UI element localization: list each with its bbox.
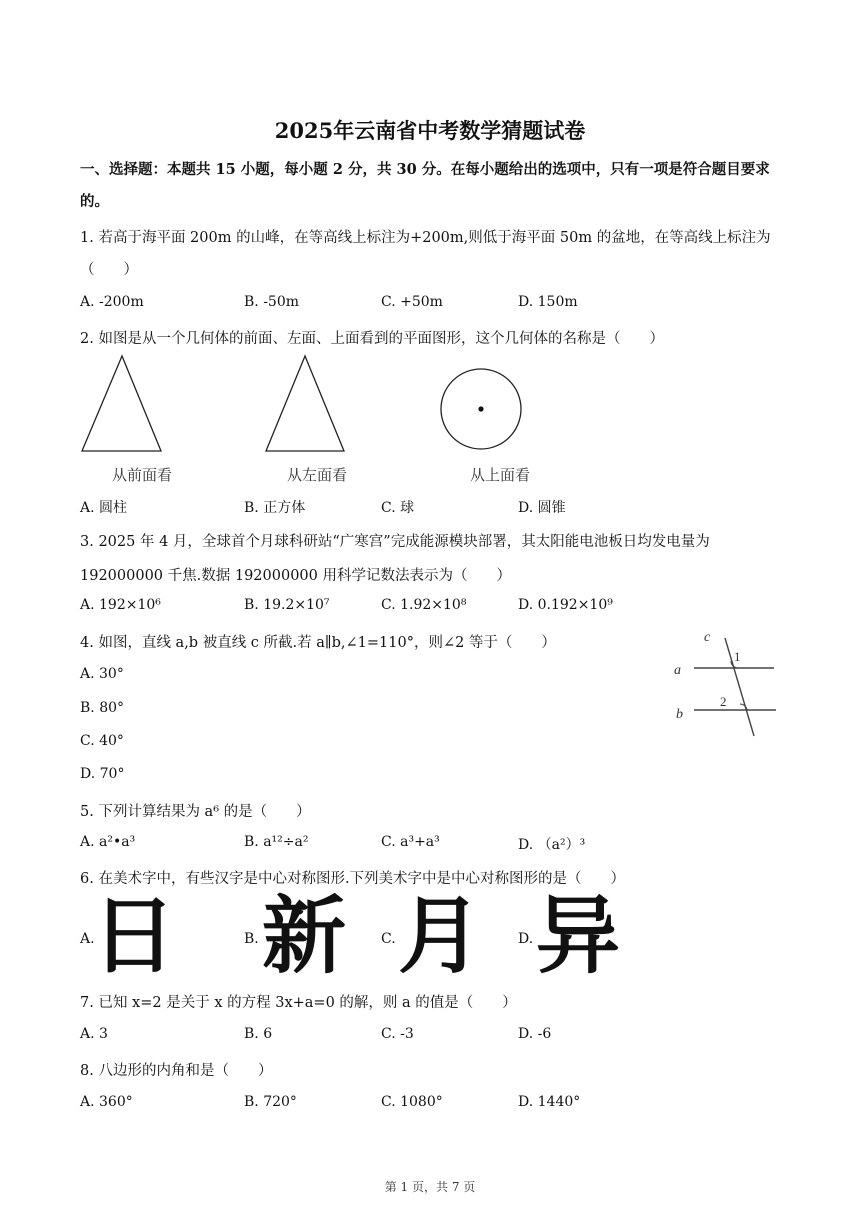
caption-top-view: 从上面看 [470, 466, 531, 484]
question-1-line2: （ ） [80, 262, 138, 278]
question-5-text: 5. 下列计算结果为 a⁶ 的是（ ） [80, 804, 311, 820]
q6-option-b: B. [244, 931, 259, 947]
caption-left-view: 从左面看 [287, 466, 348, 484]
label-angle-2: 2 [720, 694, 727, 709]
label-angle-1: 1 [734, 649, 741, 664]
left-view-triangle [262, 352, 352, 456]
q3-option-d: D. 0.192×10⁹ [518, 597, 613, 613]
q7-option-c: C. -3 [381, 1026, 414, 1042]
art-glyph-a: 日 [92, 887, 177, 985]
question-4-text: 4. 如图，直线 a,b 被直线 c 所截.若 a∥b,∠1=110°，则∠2 等于（ ） [80, 635, 556, 651]
q2-option-b: B. 正方体 [244, 500, 306, 516]
q8-option-a: A. 360° [80, 1094, 133, 1110]
caption-front-view: 从前面看 [112, 466, 173, 484]
label-a: a [674, 663, 681, 678]
q6-option-c: C. [381, 931, 396, 947]
q7-option-b: B. 6 [244, 1026, 273, 1042]
q2-option-c: C. 球 [381, 500, 415, 516]
q8-option-b: B. 720° [244, 1094, 297, 1110]
q5-option-c: C. a³+a³ [381, 834, 440, 850]
question-8-text: 8. 八边形的内角和是（ ） [80, 1063, 273, 1079]
q4-option-d: D. 70° [80, 766, 125, 782]
q2-option-a: A. 圆柱 [80, 500, 128, 516]
question-2-text: 2. 如图是从一个几何体的前面、左面、上面看到的平面图形，这个几何体的名称是（ ） [80, 331, 664, 347]
page-title: 2025年云南省中考数学猜题试卷 [274, 118, 586, 143]
label-b: b [676, 707, 683, 722]
question-1-line1: 1. 若高于海平面 200m 的山峰，在等高线上标注为+200m,则低于海平面 50m 的盆地，在等高线上标注为 [80, 230, 771, 246]
q4-option-c: C. 40° [80, 733, 124, 749]
art-glyph-b: 新 [262, 887, 347, 985]
front-view-triangle [78, 352, 168, 456]
section-heading-line2: 的。 [80, 193, 109, 210]
q3-option-c: C. 1.92×10⁸ [381, 597, 467, 613]
q5-option-b: B. a¹²÷a² [244, 834, 309, 850]
q6-option-a: A. [80, 931, 95, 947]
section-heading-line1: 一、选择题：本题共 15 小题，每小题 2 分，共 30 分。在每小题给出的选项中，只有一项是符合题目要求 [80, 161, 770, 178]
art-glyph-c: 月 [398, 887, 483, 985]
art-glyph-d: 异 [536, 887, 621, 985]
q7-option-d: D. -6 [518, 1026, 552, 1042]
q1-option-b: B. -50m [244, 294, 300, 310]
q8-option-c: C. 1080° [381, 1094, 443, 1110]
q6-option-d: D. [518, 931, 534, 947]
question-3-line1: 3. 2025 年 4 月，全球首个月球科研站“广寒宫”完成能源模块部署，其太阳能电池板日均发电量为 [80, 534, 710, 550]
q1-option-c: C. +50m [381, 294, 443, 310]
page-footer: 第 1 页，共 7 页 [384, 1180, 476, 1194]
q1-option-d: D. 150m [518, 294, 578, 310]
q1-option-a: A. -200m [80, 294, 144, 310]
q7-option-a: A. 3 [80, 1026, 108, 1042]
q8-option-d: D. 1440° [518, 1094, 581, 1110]
top-view-circle [436, 364, 526, 454]
q5-option-d: D. （a²）³ [518, 837, 586, 853]
question-3-line2: 192000000 千焦.数据 192000000 用科学记数法表示为（ ） [80, 568, 511, 584]
q3-option-a: A. 192×10⁶ [80, 597, 161, 613]
q4-option-a: A. 30° [80, 666, 124, 682]
question-6-text: 6. 在美术字中，有些汉字是中心对称图形.下列美术字中是中心对称图形的是（ ） [80, 871, 626, 887]
parallel-lines-figure [668, 624, 786, 742]
label-c: c [704, 630, 711, 645]
q4-option-b: B. 80° [80, 700, 125, 716]
q2-option-d: D. 圆锥 [518, 500, 566, 516]
q3-option-b: B. 19.2×10⁷ [244, 597, 330, 613]
q5-option-a: A. a²•a³ [80, 834, 136, 850]
question-7-text: 7. 已知 x=2 是关于 x 的方程 3x+a=0 的解，则 a 的值是（ ） [80, 995, 517, 1011]
